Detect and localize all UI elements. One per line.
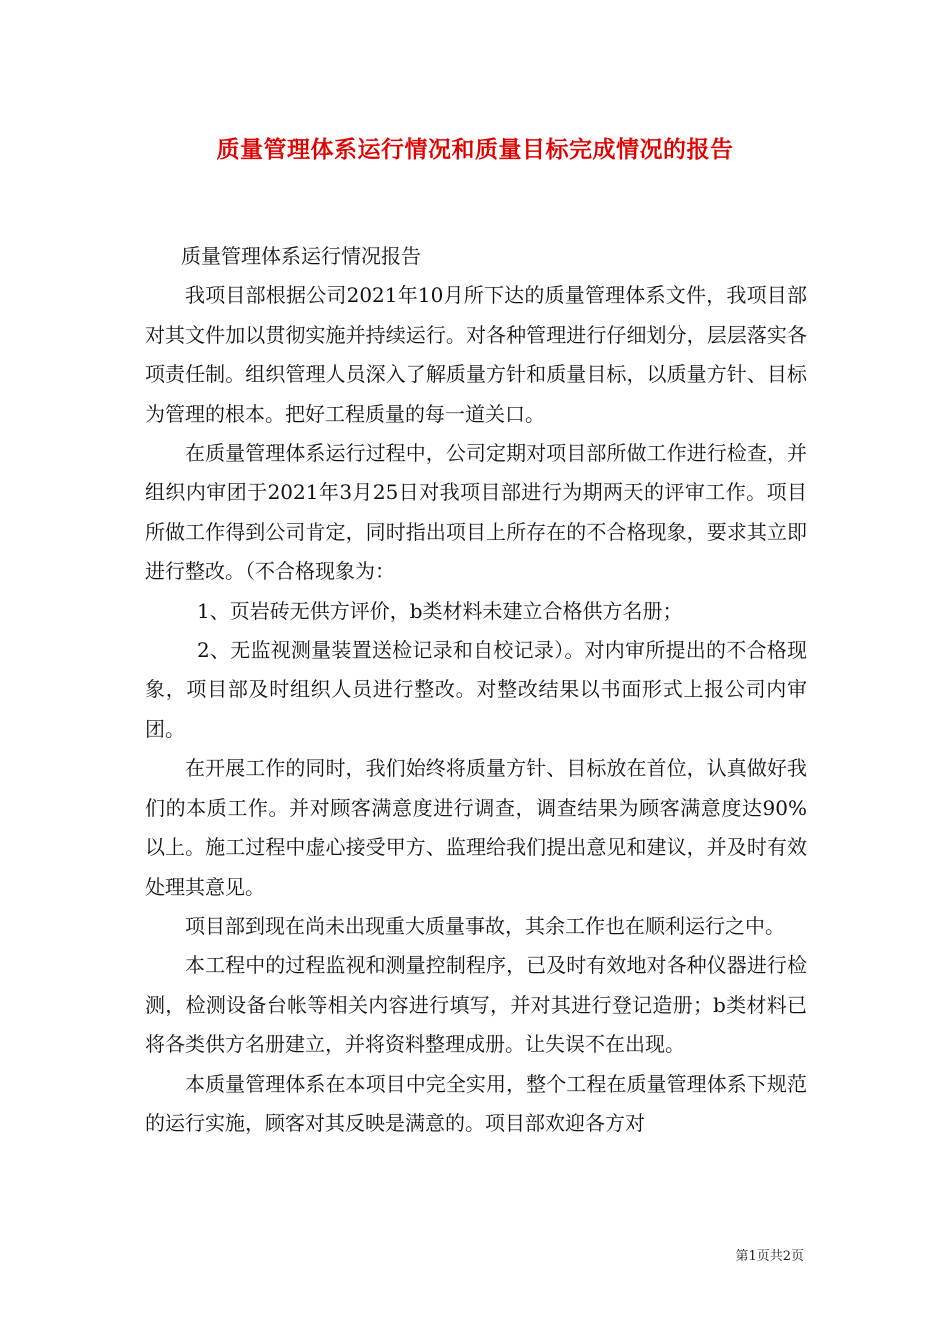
list-item-2: 2、无监视测量装置送检记录和自校记录）。对内审所提出的不合格现象，项目部及时组织人员进行整改。对整改结果以书面形式上报公司内审团。 (145, 638, 807, 741)
document-title: 质量管理体系运行情况和质量目标完成情况的报告 (216, 136, 734, 163)
page-number: 第1页共2页 (735, 1249, 804, 1264)
paragraph-5: 本工程中的过程监视和测量控制程序，已及时有效地对各种仪器进行检测，检测设备台帐等相关内容进行填写，并对其进行登记造册；b类材料已将各类供方名册建立，并将资料整理成册。让失误不在出现。 (145, 953, 807, 1057)
paragraph-4: 项目部到现在尚未出现重大质量事故，其余工作也在顺利运行之中。 (185, 913, 785, 938)
document-body (145, 237, 807, 1143)
list-item-1: 1、页岩砖无供方评价，b类材料未建立合格供方名册； (197, 598, 683, 623)
paragraph-3: 在开展工作的同时，我们始终将质量方针、目标放在首位，认真做好我们的本质工作。并对顾客满意度进行调查，调查结果为顾客满意度达90%以上。施工过程中虚心接受甲方、监理给我们提出意见和建议，并及时有效处理其意见。 (145, 756, 807, 899)
paragraph-6: 本质量管理体系在本项目中完全实用，整个工程在质量管理体系下规范的运行实施，顾客对其反映是满意的。项目部欢迎各方对 (145, 1071, 807, 1135)
paragraph-1: 我项目部根据公司2021年10月所下达的质量管理体系文件，我项目部对其文件加以贯彻实施并持续运行。对各种管理进行仔细划分，层层落实各项责任制。组织管理人员深入了解质量方针和质量目标，以质量方针、目标为管理的根本。把好工程质量的每一道关口。 (145, 283, 807, 426)
paragraph-2: 在质量管理体系运行过程中，公司定期对项目部所做工作进行检查，并组织内审团于2021年3月25日对我项目部进行为期两天的评审工作。项目所做工作得到公司肯定，同时指出项目上所存在的不合格现象，要求其立即进行整改。（不合格现象为： (145, 441, 807, 584)
section-heading: 质量管理体系运行情况报告 (181, 244, 421, 268)
